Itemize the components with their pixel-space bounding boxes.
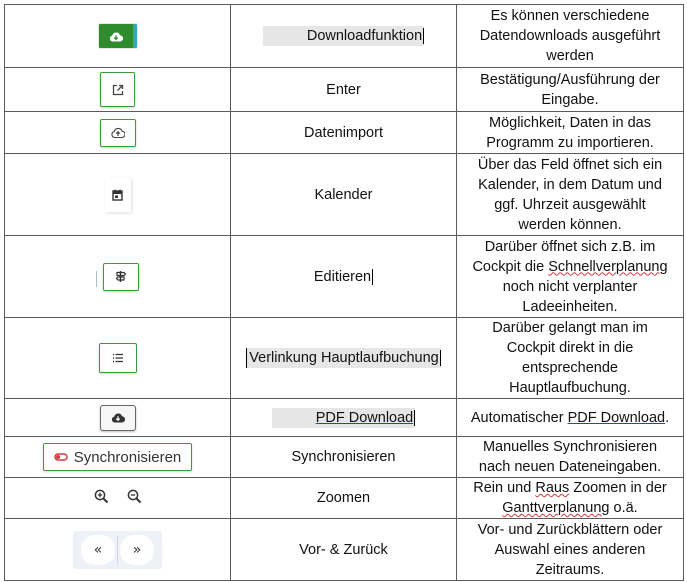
description-line: Hauptlaufbuchung. bbox=[509, 380, 631, 396]
description-cell bbox=[457, 478, 684, 519]
description-text: o.ä. bbox=[609, 500, 638, 516]
spellcheck-word: Ganttverplanung bbox=[502, 500, 610, 516]
feature-name: Kalender bbox=[314, 186, 373, 203]
description-line bbox=[457, 498, 683, 518]
description-cell bbox=[457, 154, 684, 236]
description-text: . bbox=[665, 409, 670, 426]
icon-cell bbox=[5, 68, 231, 112]
table-row bbox=[5, 318, 684, 399]
name-cell bbox=[231, 318, 457, 399]
feature-name: Verlinkung Hauptlaufbuchung bbox=[249, 350, 439, 366]
spellcheck-word: Schnellverplanung bbox=[548, 258, 668, 275]
description-text: Rein und bbox=[473, 480, 536, 496]
icon-cell bbox=[5, 437, 231, 478]
spellcheck-word: Raus bbox=[535, 480, 570, 496]
sync-button-label: Synchronisieren bbox=[73, 448, 182, 466]
name-cell bbox=[231, 236, 457, 318]
table-row bbox=[5, 5, 684, 68]
description-cell bbox=[457, 318, 684, 399]
description-line: Ladeeinheiten. bbox=[522, 298, 618, 315]
description-line: Kalender, in dem Datum und bbox=[478, 176, 662, 193]
pager-divider bbox=[117, 536, 118, 564]
cloud-download-icon bbox=[109, 31, 123, 42]
description-cell bbox=[457, 519, 684, 581]
cloud-download-icon bbox=[111, 412, 125, 423]
description-line: werden bbox=[546, 48, 594, 64]
list-icon bbox=[112, 353, 124, 363]
description-cell bbox=[457, 5, 684, 68]
name-cell bbox=[231, 519, 457, 581]
description-text: Cockpit die bbox=[472, 258, 549, 275]
open-external-icon bbox=[112, 84, 124, 96]
import-button[interactable] bbox=[100, 119, 136, 147]
icon-cell bbox=[5, 5, 231, 68]
table-row bbox=[5, 112, 684, 154]
edit-button[interactable] bbox=[103, 263, 139, 291]
signpost-icon bbox=[115, 270, 127, 283]
description-line: Manuelles Synchronisieren bbox=[482, 439, 658, 455]
description-line bbox=[457, 478, 683, 498]
sync-button[interactable] bbox=[43, 443, 193, 471]
name-cell bbox=[231, 478, 457, 519]
description-line: werden können. bbox=[518, 216, 622, 233]
feature-name: Downloadfunktion bbox=[306, 28, 423, 44]
description-line: Über das Feld öffnet sich ein bbox=[477, 156, 663, 173]
pdf-download-button[interactable] bbox=[100, 405, 136, 431]
description-cell bbox=[457, 68, 684, 112]
description-line: Vor- und Zurückblättern oder bbox=[477, 521, 663, 538]
table-row bbox=[5, 68, 684, 112]
name-cell bbox=[231, 112, 457, 154]
name-cell bbox=[231, 5, 457, 68]
icon-cell bbox=[5, 318, 231, 399]
feature-name: Enter bbox=[326, 81, 361, 98]
name-cell bbox=[231, 399, 457, 437]
zoom-out-icon[interactable] bbox=[127, 489, 142, 504]
feature-name: Vor- & Zurück bbox=[299, 541, 388, 558]
feature-name: PDF Download bbox=[315, 409, 414, 426]
name-cell bbox=[231, 437, 457, 478]
edit-button-wrap bbox=[96, 271, 139, 287]
download-button[interactable] bbox=[99, 24, 137, 48]
name-cell bbox=[231, 154, 457, 236]
table-row bbox=[5, 519, 684, 581]
description-line: Eingabe. bbox=[541, 91, 599, 108]
icon-cell bbox=[5, 154, 231, 236]
table-row bbox=[5, 399, 684, 437]
table-row bbox=[5, 236, 684, 318]
feature-name: Zoomen bbox=[316, 490, 371, 506]
booking-link-button[interactable] bbox=[99, 343, 137, 373]
icon-cell bbox=[5, 112, 231, 154]
cloud-upload-icon bbox=[111, 127, 125, 138]
zoom-controls bbox=[94, 489, 142, 504]
enter-button[interactable] bbox=[100, 72, 135, 107]
description-line: Darüber öffnet sich z.B. im bbox=[484, 238, 656, 255]
description-cell bbox=[457, 399, 684, 437]
icon-cell bbox=[5, 236, 231, 318]
description-line: Möglichkeit, Daten in das bbox=[489, 114, 651, 131]
calendar-icon bbox=[112, 189, 123, 201]
description-line: Zeitraums. bbox=[535, 561, 605, 578]
description-line: Auswahl eines anderen bbox=[494, 541, 646, 558]
icon-cell bbox=[5, 519, 231, 581]
description-line: Darüber gelangt man im bbox=[492, 320, 648, 336]
description-line: nach neuen Dateneingaben. bbox=[478, 459, 662, 475]
description-link-text: PDF Download bbox=[567, 409, 666, 426]
feature-name: Datenimport bbox=[304, 124, 383, 141]
next-button[interactable]: » bbox=[120, 535, 154, 565]
description-text: Zoomen in der bbox=[569, 480, 667, 496]
description-cell bbox=[457, 437, 684, 478]
toggle-icon bbox=[54, 453, 68, 461]
description-line: Es können verschiedene bbox=[490, 8, 650, 24]
table-row bbox=[5, 437, 684, 478]
feature-name: Editieren bbox=[313, 268, 372, 285]
description-cell bbox=[457, 236, 684, 318]
zoom-in-icon[interactable] bbox=[94, 489, 109, 504]
description-text: Automatischer bbox=[470, 409, 568, 426]
description-line: Datendownloads ausgeführt bbox=[479, 28, 661, 44]
pager bbox=[73, 531, 162, 569]
icon-cell bbox=[5, 399, 231, 437]
description-cell bbox=[457, 112, 684, 154]
icon-cell bbox=[5, 478, 231, 519]
description-line: Programm zu importieren. bbox=[486, 134, 654, 151]
description-line: entsprechende bbox=[522, 360, 618, 376]
description-line: noch nicht verplanter bbox=[502, 278, 638, 295]
table-row bbox=[5, 478, 684, 519]
description-line bbox=[457, 257, 683, 277]
description-line: ggf. Uhrzeit ausgewählt bbox=[494, 196, 646, 213]
description-line: Cockpit direkt in die bbox=[506, 340, 634, 356]
feature-name: Synchronisieren bbox=[291, 449, 396, 465]
description-line: Bestätigung/Ausführung der bbox=[480, 71, 660, 88]
name-cell bbox=[231, 68, 457, 112]
previous-button[interactable]: « bbox=[81, 535, 115, 565]
feature-table bbox=[4, 4, 684, 581]
table-row bbox=[5, 154, 684, 236]
calendar-button[interactable] bbox=[105, 178, 131, 212]
